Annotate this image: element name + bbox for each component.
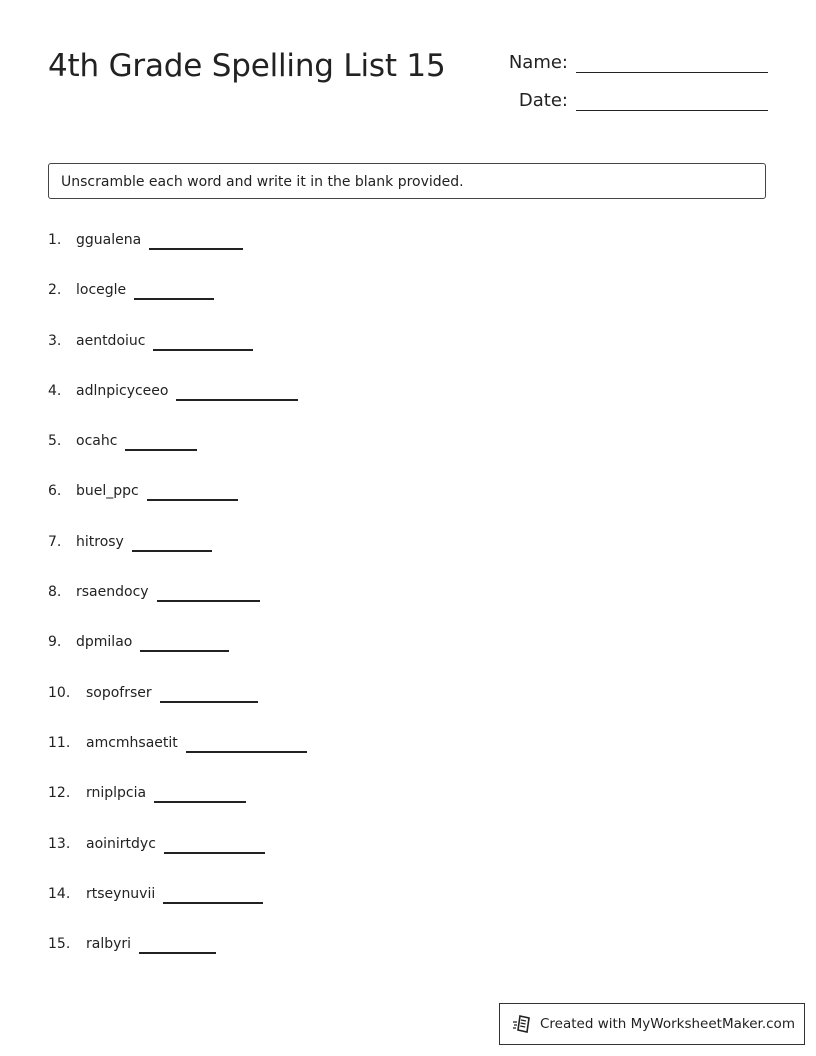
list-item <box>48 584 307 634</box>
list-item <box>48 785 307 835</box>
item-number: 6. <box>48 483 62 500</box>
answer-blank[interactable] <box>164 836 265 854</box>
item-number: 11. <box>48 734 71 751</box>
scrambled-word: hitrosy <box>76 533 124 550</box>
list-item <box>48 936 307 986</box>
item-number: 9. <box>48 634 62 651</box>
list-item <box>48 282 307 332</box>
list-item <box>48 433 307 483</box>
scrambled-word: ggualena <box>76 232 142 248</box>
answer-blank[interactable] <box>134 282 214 300</box>
scrambled-word: rtseynuvii <box>86 885 156 902</box>
footer-text: Created with MyWorksheetMaker.com <box>540 1016 795 1032</box>
name-label: Name: <box>508 52 568 73</box>
scrambled-word: buel_ppc <box>76 483 139 500</box>
scrambled-word: dpmilao <box>76 634 133 651</box>
word-list <box>48 232 307 986</box>
list-item <box>48 383 307 433</box>
item-number: 14. <box>48 885 71 902</box>
footer-credit <box>499 1003 805 1045</box>
answer-blank[interactable] <box>176 383 298 401</box>
list-item <box>48 534 307 584</box>
scrambled-word: amcmhsaetit <box>86 734 178 751</box>
list-item <box>48 685 307 735</box>
scrambled-word: rsaendocy <box>76 584 149 601</box>
scrambled-word: rniplpcia <box>86 785 147 802</box>
answer-blank[interactable] <box>132 534 212 552</box>
answer-blank[interactable] <box>160 685 258 703</box>
date-blank-line[interactable] <box>576 90 768 111</box>
item-number: 2. <box>48 282 62 299</box>
item-number: 13. <box>48 835 71 852</box>
list-item <box>48 735 307 785</box>
item-number: 7. <box>48 533 62 550</box>
answer-blank[interactable] <box>153 333 253 351</box>
scrambled-word: aentdoiuc <box>76 332 146 349</box>
scrambled-word: adlnpicyceeo <box>76 382 169 399</box>
item-number: 1. <box>48 232 62 248</box>
item-number: 5. <box>48 433 62 450</box>
worksheet-maker-logo-icon <box>512 1013 534 1035</box>
answer-blank[interactable] <box>139 936 216 954</box>
instructions-box: Unscramble each word and write it in the blank provided. <box>48 163 766 199</box>
answer-blank[interactable] <box>140 634 229 652</box>
answer-blank[interactable] <box>125 433 197 451</box>
scrambled-word: locegle <box>76 282 127 299</box>
list-item <box>48 836 307 886</box>
scrambled-word: sopofrser <box>86 684 152 701</box>
answer-blank[interactable] <box>149 232 243 250</box>
name-field <box>509 52 768 73</box>
answer-blank[interactable] <box>186 735 307 753</box>
list-item <box>48 333 307 383</box>
item-number: 3. <box>48 332 62 349</box>
list-item <box>48 886 307 936</box>
name-blank-line[interactable] <box>576 52 768 73</box>
item-number: 8. <box>48 584 62 601</box>
answer-blank[interactable] <box>154 785 246 803</box>
page-title: 4th Grade Spelling List 15 <box>48 48 446 84</box>
list-item <box>48 232 307 282</box>
answer-blank[interactable] <box>157 584 260 602</box>
item-number: 12. <box>48 785 71 802</box>
answer-blank[interactable] <box>163 886 263 904</box>
item-number: 4. <box>48 382 62 399</box>
scrambled-word: ocahc <box>76 433 118 450</box>
scrambled-word: ralbyri <box>86 936 132 953</box>
date-label: Date: <box>518 90 568 111</box>
item-number: 10. <box>48 684 71 701</box>
list-item <box>48 634 307 684</box>
item-number: 15. <box>48 936 71 953</box>
scrambled-word: aoinirtdyc <box>86 835 156 852</box>
answer-blank[interactable] <box>147 483 238 501</box>
date-field <box>519 90 768 111</box>
list-item <box>48 483 307 533</box>
